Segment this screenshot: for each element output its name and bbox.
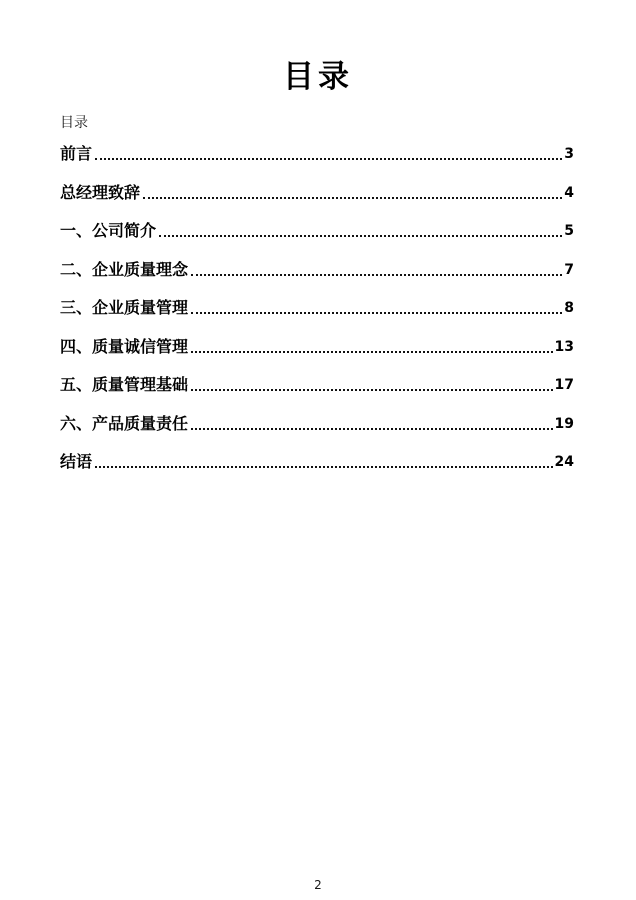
dot-leader [191,351,553,353]
toc-entry[interactable] [60,338,574,356]
toc-entry-label: 总经理致辞 [60,182,141,202]
toc-list [60,145,574,471]
toc-entry-page: 13 [554,338,574,355]
toc-entry-label: 四、质量诚信管理 [60,336,189,356]
toc-entry[interactable] [60,261,574,279]
toc-entry-page: 8 [564,300,574,316]
dot-leader [95,466,553,468]
page-title: 目录 [283,59,353,95]
dot-leader [143,197,562,199]
dot-leader [191,274,562,276]
toc-entry-page: 5 [564,223,574,239]
toc-entry-label: 二、企业质量理念 [60,259,189,279]
dot-leader [191,428,553,430]
toc-entry-page: 24 [554,454,574,470]
toc-entry-label: 前言 [60,144,93,163]
toc-entry-label: 五、质量管理基础 [60,375,189,394]
toc-entry-page: 3 [564,146,574,162]
document-page [0,58,636,900]
toc-entry-label: 六、产品质量责任 [60,413,189,433]
toc-entry-page: 19 [554,415,574,432]
dot-leader [191,312,562,314]
toc-entry-label: 结语 [60,452,93,471]
toc-entry-label: 一、公司简介 [60,221,157,240]
toc-entry-page: 17 [554,377,574,393]
toc-entry[interactable] [60,376,574,394]
toc-entry[interactable] [60,299,574,317]
toc-field-label: 目录 [60,115,88,131]
toc-entry[interactable] [60,222,574,240]
toc-content [0,115,636,471]
toc-entry-label: 三、企业质量管理 [60,298,189,317]
toc-entry[interactable] [60,453,574,471]
footer-page-number: 2 [314,878,322,892]
toc-entry-page: 7 [564,261,574,278]
toc-entry[interactable] [60,145,574,163]
toc-entry-page: 4 [564,184,574,201]
dot-leader [191,389,553,391]
dot-leader [159,235,562,237]
toc-entry[interactable] [60,184,574,202]
dot-leader [95,158,562,160]
toc-entry[interactable] [60,415,574,433]
